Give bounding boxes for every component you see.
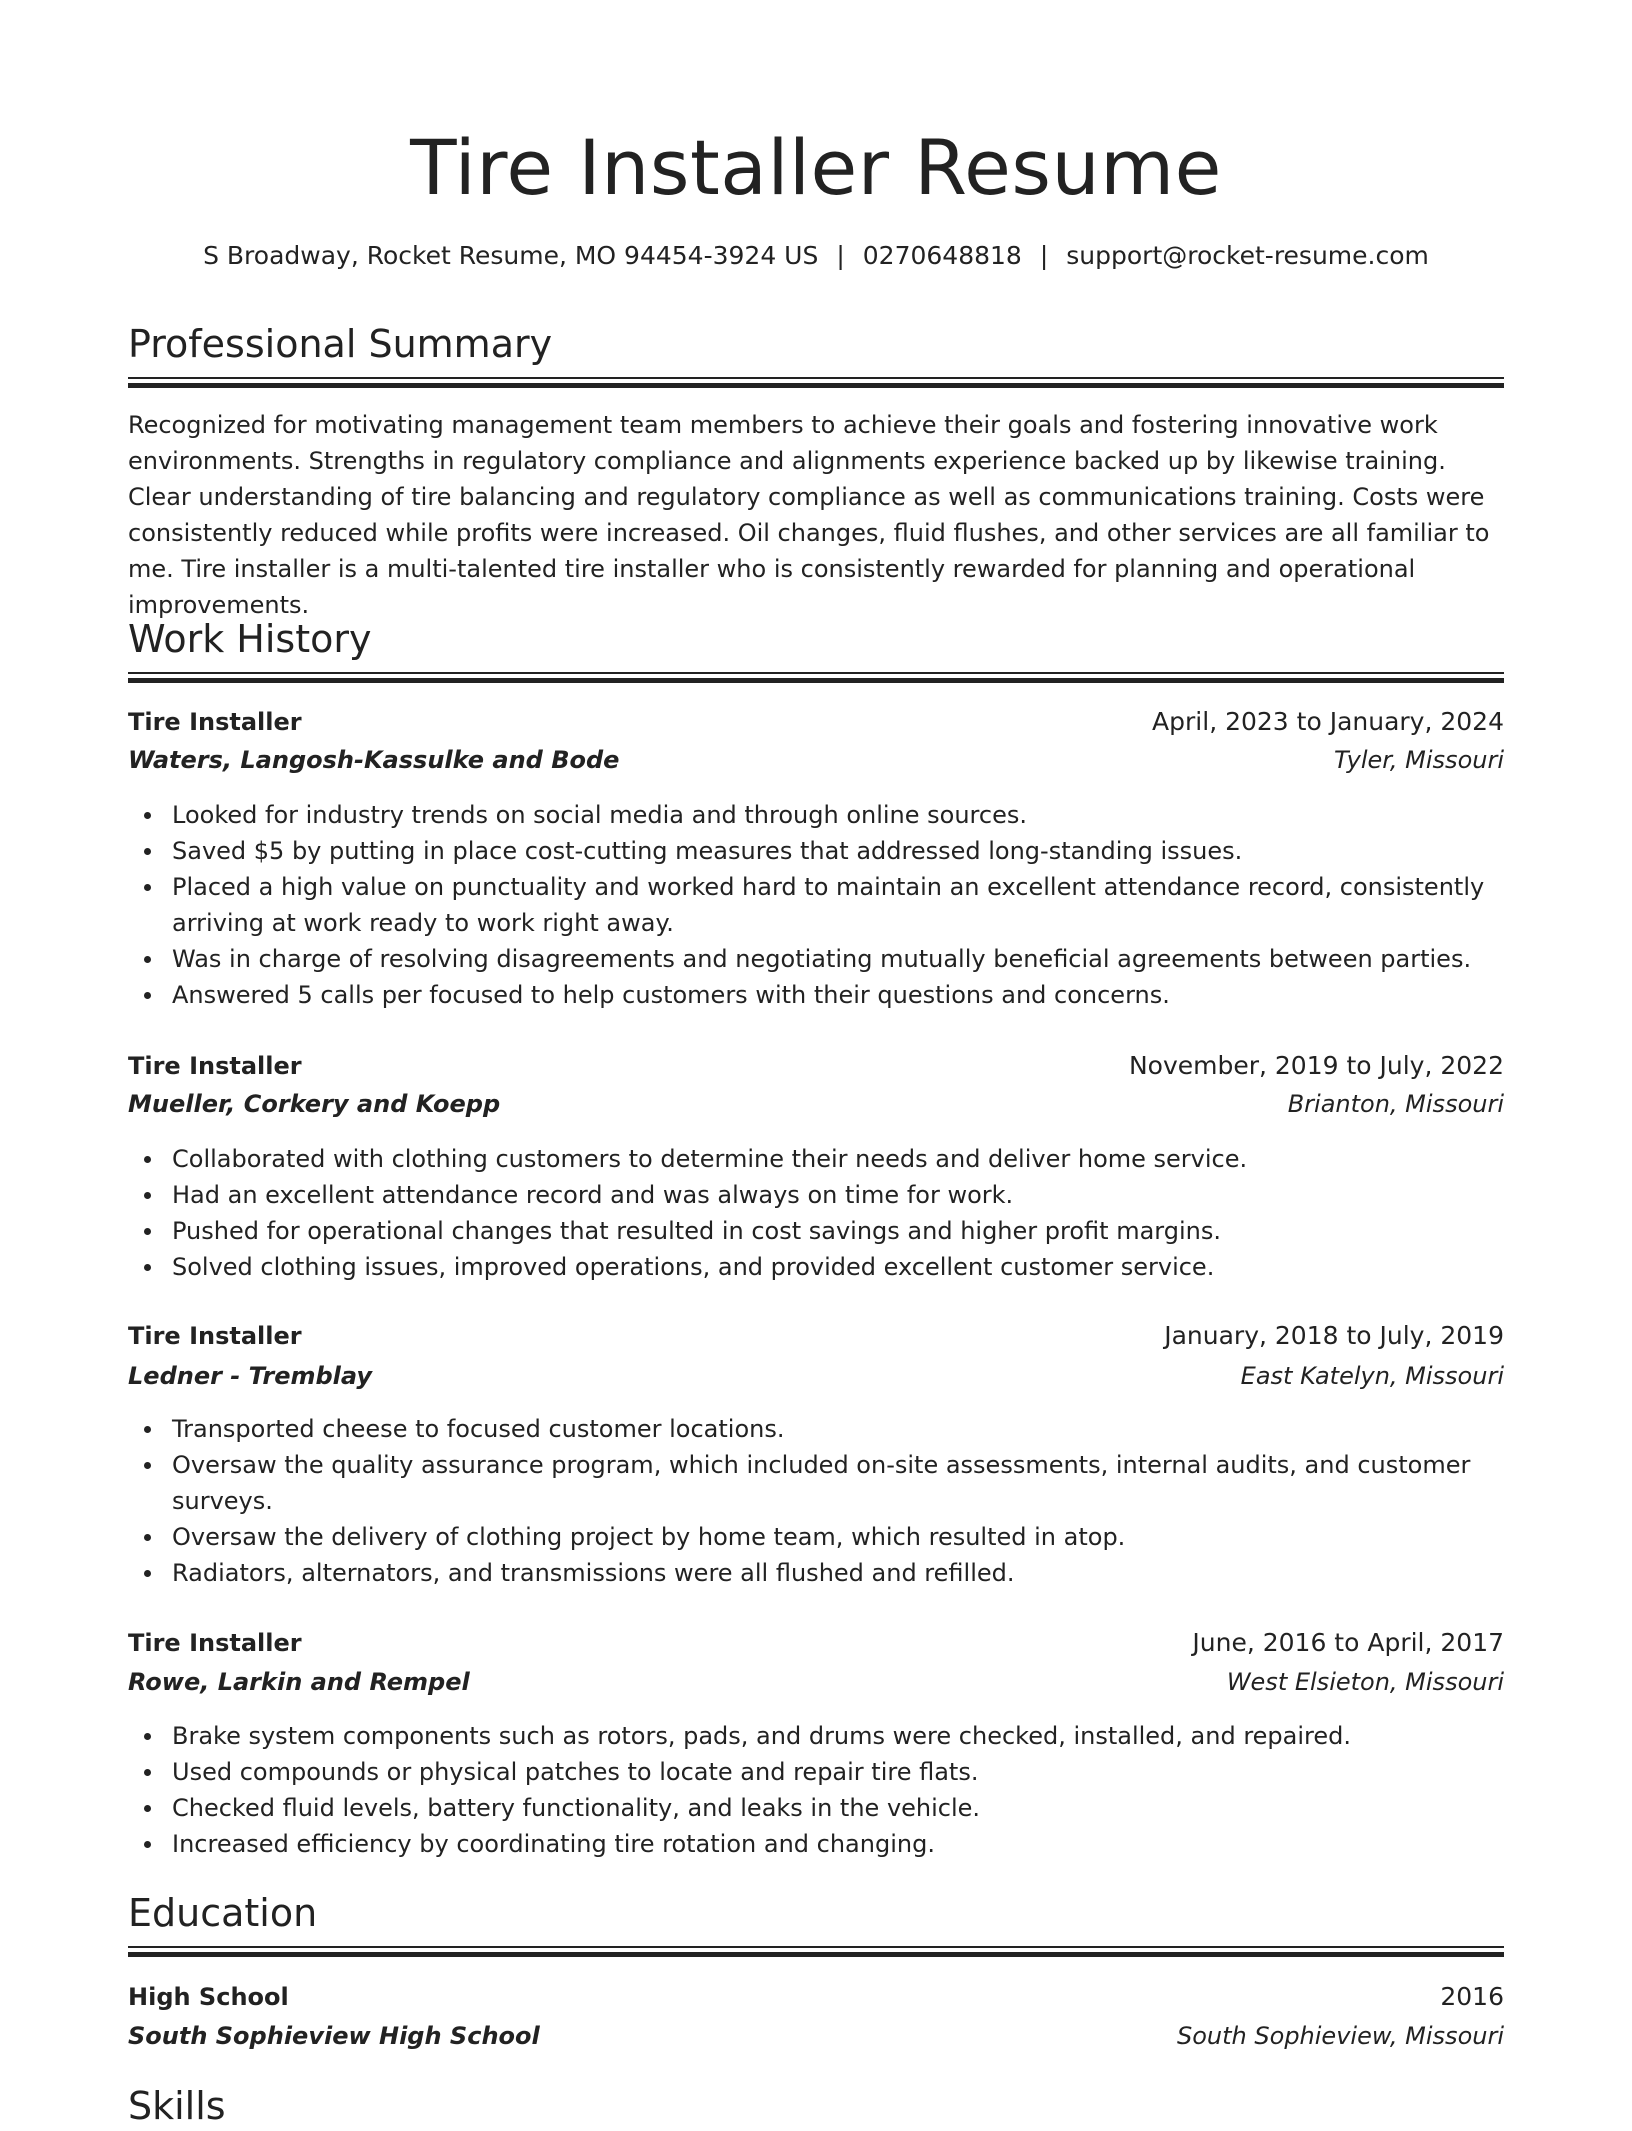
- education-year: 2016: [1440, 1982, 1504, 2011]
- job-company: Mueller, Corkery and Koepp: [128, 1090, 501, 1118]
- list-item: Pushed for operational changes that resulted in cost savings and higher profit margins.: [128, 1213, 1504, 1249]
- list-item: Checked fluid levels, battery functionality, and leaks in the vehicle.: [128, 1790, 1504, 1826]
- education-subheader: [128, 2017, 1504, 2055]
- list-item: Looked for industry trends on social media and through online sources.: [128, 797, 1504, 833]
- list-item: Collaborated with clothing customers to determine their needs and deliver home service.: [128, 1141, 1504, 1177]
- job-dates: April, 2023 to January, 2024: [1152, 707, 1504, 736]
- job-dates: June, 2016 to April, 2017: [1192, 1628, 1504, 1657]
- education-location: South Sophieview, Missouri: [1177, 2022, 1504, 2050]
- contact-line: [128, 238, 1504, 274]
- summary-text: Recognized for motivating management team members to achieve their goals and fostering innovative work environments. Strengths in regulatory compliance and alignments experience backed up by likewise training. Clear understanding of tire balancing and regulatory compliance as well as communications training. Costs were consistently reduced while profits were increased. Oil changes, fluid flushes, and other services are all familiar to me. Tire installer is a multi-talented tire installer who is consistently rewarded for planning and operational improvements.: [128, 411, 1490, 619]
- job-header: [128, 1317, 1504, 1355]
- education-divider: [128, 1946, 1504, 1957]
- list-item: Oversaw the delivery of clothing project by home team, which resulted in atop.: [128, 1519, 1504, 1555]
- list-item: Saved $5 by putting in place cost-cutting measures that addressed long-standing issues.: [128, 833, 1504, 869]
- education-school: South Sophieview High School: [128, 2022, 540, 2050]
- list-item: Radiators, alternators, and transmissions were all flushed and refilled.: [128, 1555, 1504, 1591]
- job-dates: January, 2018 to July, 2019: [1164, 1321, 1504, 1350]
- job-title: Tire Installer: [128, 1629, 302, 1657]
- list-item: Brake system components such as rotors, pads, and drums were checked, installed, and repaired.: [128, 1718, 1504, 1754]
- job-dates: November, 2019 to July, 2022: [1128, 1051, 1504, 1080]
- list-item: Answered 5 calls per focused to help customers with their questions and concerns.: [128, 977, 1504, 1013]
- job-location: Tyler, Missouri: [1334, 746, 1504, 774]
- job-location: West Elsieton, Missouri: [1226, 1668, 1504, 1696]
- work-history-divider: [128, 672, 1504, 683]
- job-header: [128, 1047, 1504, 1085]
- job-bullets: [128, 797, 1504, 1013]
- job-location: East Katelyn, Missouri: [1240, 1362, 1504, 1390]
- skills-heading: Skills: [128, 2084, 226, 2128]
- job-company: Waters, Langosh-Kassulke and Bode: [128, 746, 620, 774]
- job-company: Rowe, Larkin and Rempel: [128, 1668, 470, 1696]
- list-item: Had an excellent attendance record and was always on time for work.: [128, 1177, 1504, 1213]
- job-subheader: [128, 741, 1504, 779]
- summary-heading: Professional Summary: [128, 322, 553, 366]
- work-history-heading: Work History: [128, 617, 372, 661]
- job-bullets: [128, 1141, 1504, 1285]
- list-item: Increased efficiency by coordinating tire rotation and changing.: [128, 1826, 1504, 1862]
- job-location: Brianton, Missouri: [1287, 1090, 1504, 1118]
- contact-separator: |: [836, 241, 845, 270]
- job-title: Tire Installer: [128, 1322, 302, 1350]
- summary-divider: [128, 377, 1504, 388]
- list-item: Solved clothing issues, improved operations, and provided excellent customer service.: [128, 1249, 1504, 1285]
- job-bullets: [128, 1411, 1504, 1591]
- list-item: Placed a high value on punctuality and worked hard to maintain an excellent attendance record, consistently arriving at work ready to work right away.: [128, 869, 1504, 941]
- job-header: [128, 1624, 1504, 1662]
- job-title: Tire Installer: [128, 1052, 302, 1080]
- job-bullets: [128, 1718, 1504, 1862]
- contact-phone: 0270648818: [862, 241, 1022, 270]
- contact-address: S Broadway, Rocket Resume, MO 94454-3924 US: [203, 241, 819, 270]
- contact-email: support@rocket-resume.com: [1066, 241, 1429, 270]
- job-subheader: [128, 1663, 1504, 1701]
- job-subheader: [128, 1357, 1504, 1395]
- education-degree: High School: [128, 1983, 289, 2011]
- list-item: Transported cheese to focused customer locations.: [128, 1411, 1504, 1447]
- education-header: [128, 1978, 1504, 2016]
- contact-separator: |: [1039, 241, 1049, 270]
- job-company: Ledner - Tremblay: [128, 1362, 372, 1390]
- list-item: Used compounds or physical patches to locate and repair tire flats.: [128, 1754, 1504, 1790]
- job-header: [128, 703, 1504, 741]
- job-subheader: [128, 1085, 1504, 1123]
- list-item: Oversaw the quality assurance program, which included on-site assessments, internal audits, and customer surveys.: [128, 1447, 1504, 1519]
- resume-title: Tire Installer Resume: [410, 123, 1222, 212]
- education-heading: Education: [128, 1891, 318, 1935]
- list-item: Was in charge of resolving disagreements and negotiating mutually beneficial agreements between parties.: [128, 941, 1504, 977]
- job-title: Tire Installer: [128, 708, 302, 736]
